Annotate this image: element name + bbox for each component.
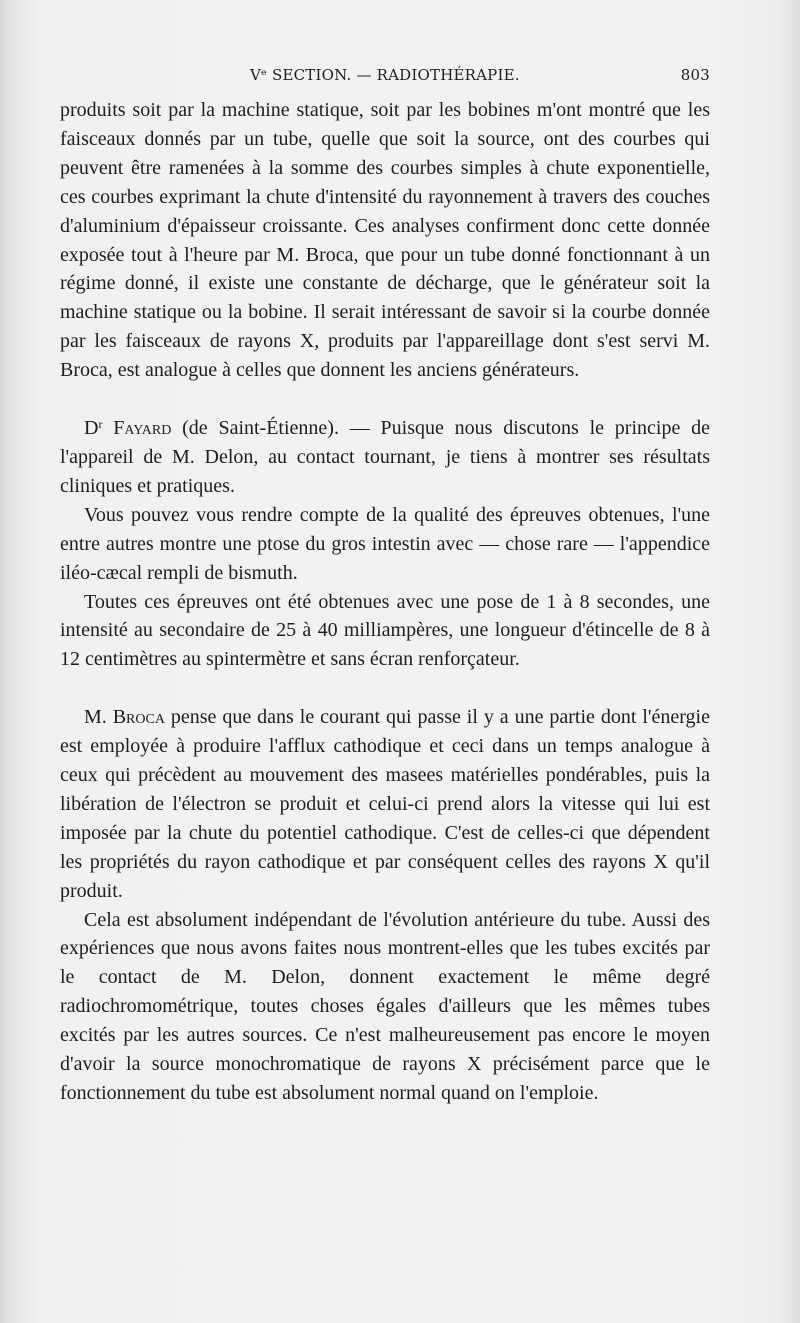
speaker-name: Broca [112,706,165,729]
speaker-title: D [84,417,99,440]
paragraph-2 [60,414,710,501]
page-number: 803 [680,66,710,84]
section-title: Vᵉ SECTION. — RADIOTHÉRAPIE. [250,66,520,84]
speaker-title: M. [84,706,113,729]
paragraph-4: Toutes ces épreuves ont été obtenues avec une pose de 1 à 8 secondes, une intensité au secondaire de 25 à 40 milliampères, une longueur d'étincelle de 8 à 12 centimètres au spintermètre et sans écran renforçateur. [60,590,710,671]
paragraph-2-text: (de Saint-Étienne). — Puisque nous discutons le principe de l'appareil de M. Delon, au contact tournant, je tiens à montrer ses résultats cliniques et pratiques. [60,417,711,497]
paragraph-5-text: pense que dans le courant qui passe il y a une partie dont l'énergie est employée à produire l'afflux cathodique et ceci dans un temps analogue à ceux qui précèdent au mouvement des masees matérielles pondérables, puis la libération de l'électron se produit et celui-ci prend alors la vitesse qui lui est imposée par la chute du potentiel cathodique. C'est de celles-ci que dépendent les propriétés du rayon cathodique et par conséquent celles des rayons X qu'il produit. [60,706,710,902]
speaker-name: Fayard [113,417,172,440]
paragraph-3: Vous pouvez vous rendre compte de la qualité des épreuves obtenues, l'une entre autres montre une ptose du gros intestin avec — chose rare — l'appendice iléo-cæcal rempli de bismuth. [60,503,710,584]
running-head [60,64,710,86]
paragraph-5 [60,703,710,905]
paragraph-6: Cela est absolument indépendant de l'évolution antérieure du tube. Aussi des expériences que nous avons faites nous montrent-elles que les tubes excités par le contact de M. Delon, donnent exactement le même degré radiochromométrique, toutes choses égales d'ailleurs que les mêmes tubes excités par les autres sources. Ce n'est malheureusement pas encore le moyen d'avoir la source monochromatique de rayons X précisément parce que le fonctionnement du tube est absolument normal quand on l'emploie. [60,908,710,1104]
speaker-title-sup: r [98,417,103,432]
paragraph-1: produits soit par la machine statique, soit par les bobines m'ont montré que les faisceaux donnés par un tube, quelle que soit la source, ont des courbes qui peuvent être ramenées à la somme des courbes simples à chute exponentielle, ces courbes exprimant la chute d'intensité du rayonnement à travers des couches d'aluminium d'épaisseur croissante. Ces analyses confirment donc cette donnée exposée tout à l'heure par M. Broca, que pour un tube donné fonctionnant à un régime donné, il existe une constante de décharge, que le générateur soit la machine statique ou la bobine. Il serait intéressant de savoir si la courbe donnée par les faisceaux de rayons X, produits par l'appareillage dont s'est servi M. Broca, est analogue à celles que donnent les anciens générateurs. [60,99,710,382]
body-text [60,96,710,1108]
